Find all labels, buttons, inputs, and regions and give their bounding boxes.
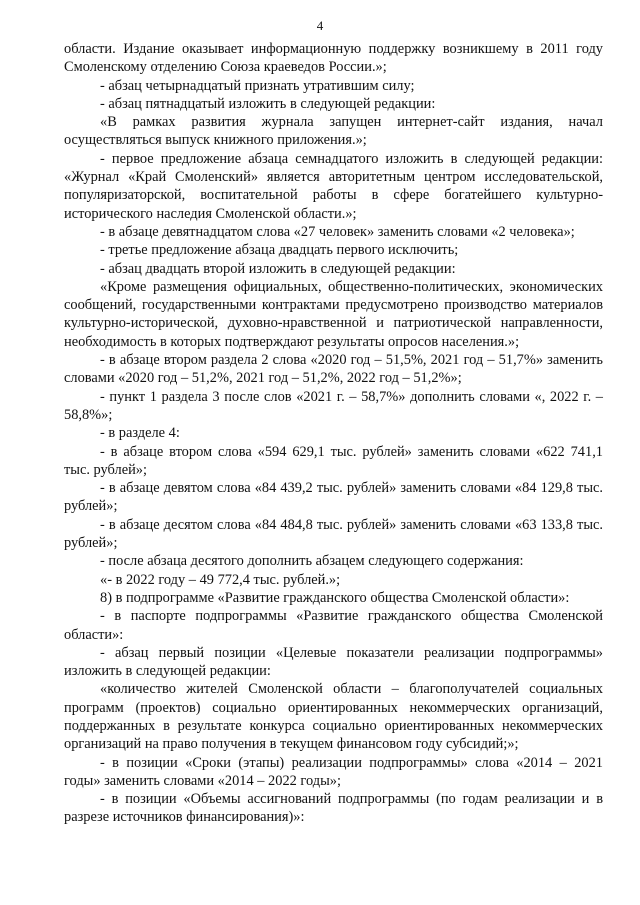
paragraph: «В рамках развития журнала запущен интернет-сайт издания, начал осуществляться выпуск книжного приложения.»;: [64, 114, 603, 149]
paragraph: - в позиции «Сроки (этапы) реализации подпрограммы» слова «2014 – 2021 годы» заменить словами «2014 – 2022 годы»;: [64, 754, 603, 789]
paragraph: «количество жителей Смоленской области – благополучателей социальных программ (проектов) социально ориентированных некоммерческих организаций, поддержанных в результате конкурса социально ориентированных некоммерческих организаций на право получения в текущем финансовом году субсидий;»;: [64, 681, 603, 753]
paragraph: - абзац пятнадцатый изложить в следующей редакции:: [100, 95, 436, 112]
paragraph: - в абзаце втором раздела 2 слова «2020 год – 51,5%, 2021 год – 51,7%» заменить словами «2020 год – 51,2%, 2021 год – 51,2%, 2022 год – 51,2%»;: [64, 352, 603, 387]
paragraph: - в абзаце девятом слова «84 439,2 тыс. рублей» заменить словами «84 129,8 тыс. рублей»;: [64, 480, 603, 515]
paragraph: - в позиции «Объемы ассигнований подпрограммы (по годам реализации и в разрезе источников финансирования)»:: [64, 791, 603, 826]
paragraph: - после абзаца десятого дополнить абзацем следующего содержания:: [100, 553, 524, 570]
paragraph: 8) в подпрограмме «Развитие гражданского общества Смоленской области»:: [100, 589, 570, 606]
paragraph: «- в 2022 году – 49 772,4 тыс. рублей.»;: [100, 571, 341, 588]
paragraph: «Кроме размещения официальных, общественно-политических, экономических сообщений, государственными контрактами предусмотрено производство материалов культурно-исторической, духовно-нравственной и патриотической направленности, необходимость в которых подтверждают результаты опросов населения.»;: [64, 278, 603, 350]
paragraph-continuation: области. Издание оказывает информационную поддержку возникшему в 2011 году Смоленскому отделению Союза краеведов России.»;: [64, 41, 603, 76]
document-body: [64, 40, 603, 827]
page-number: 4: [316, 18, 324, 33]
paragraph: - в абзаце втором слова «594 629,1 тыс. рублей» заменить словами «622 741,1 тыс. рублей»;: [64, 443, 603, 478]
paragraph: - в абзаце девятнадцатом слова «27 человек» заменить словами «2 человека»;: [100, 223, 575, 240]
paragraph: - пункт 1 раздела 3 после слов «2021 г. – 58,7%» дополнить словами «, 2022 г. – 58,8%»;: [64, 388, 603, 423]
paragraph: - в абзаце десятом слова «84 484,8 тыс. рублей» заменить словами «63 133,8 тыс. рублей»;: [64, 516, 603, 552]
paragraph: - третье предложение абзаца двадцать первого исключить;: [100, 242, 459, 259]
paragraph: - первое предложение абзаца семнадцатого изложить в следующей редакции: «Журнал «Край Смоленский» является авторитетным центром исследовательской, популяризаторской, воспитательной работы в сфере богатейшего культурно-исторического наследия Смоленской области.»;: [64, 150, 603, 222]
paragraph: - абзац первый позиции «Целевые показатели реализации подпрограммы» изложить в следующей редакции:: [64, 644, 603, 680]
paragraph: - в разделе 4:: [100, 425, 180, 442]
paragraph: - в паспорте подпрограммы «Развитие гражданского общества Смоленской области»:: [64, 608, 603, 643]
paragraph: - абзац четырнадцатый признать утратившим силу;: [100, 77, 415, 94]
paragraph: - абзац двадцать второй изложить в следующей редакции:: [100, 260, 456, 277]
